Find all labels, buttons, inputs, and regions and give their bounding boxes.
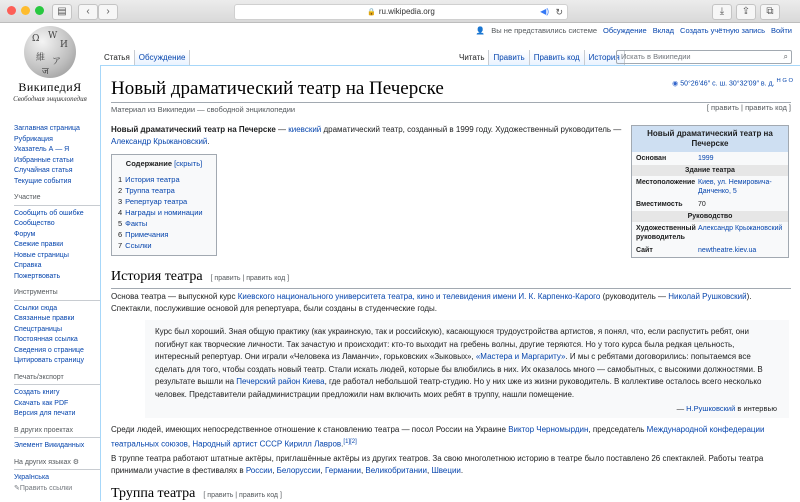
- para-link[interactable]: Швеции: [431, 466, 461, 475]
- personal-tools: [476, 26, 792, 35]
- sidebar-item[interactable]: Случайная статья: [14, 167, 73, 174]
- infobox-key: Основан: [636, 155, 667, 162]
- toc-item[interactable]: [118, 229, 210, 240]
- quote-part: . И мы с ребятами договорились: попытаемся все сделать для того, чтобы создать новый театр. Стали искать людей, которые бы влюбились в них. Их оказалось много — самобытных, с высокими должностями. В результате вышли на: [155, 352, 763, 386]
- infobox-row: [632, 198, 788, 211]
- sidebar-item[interactable]: Избранные статьи: [14, 156, 74, 164]
- sidebar-item[interactable]: Связанные правки: [14, 315, 75, 322]
- sidebar-item[interactable]: Сообщить об ошибке: [14, 209, 84, 217]
- toc-number: 3: [118, 197, 123, 206]
- tab-talk[interactable]: Обсуждение: [135, 50, 191, 65]
- para-text: ).: [746, 292, 752, 301]
- talk-link[interactable]: Обсуждение: [603, 26, 647, 35]
- quote-part: , где работал небольшой театр-студию. Но у них uже из жизни руководитель. В коллективе осталось всего несколько человек. Представители райадминистрации предложили нам включить моих ребят в труппу, нашли помещение.: [155, 377, 762, 399]
- sidebar-participation: [14, 193, 100, 282]
- tab-read[interactable]: Читать: [455, 50, 489, 65]
- sidebar-item[interactable]: Сообщество: [14, 220, 55, 227]
- toc-label: Награды и номинации: [125, 208, 203, 217]
- infobox-row: [632, 244, 788, 257]
- intro-link[interactable]: Александр Крыжановский: [111, 137, 208, 146]
- sidebar-item[interactable]: Текущие события: [14, 177, 72, 185]
- quote-link[interactable]: «Мастера и Маргариту»: [475, 352, 566, 361]
- section-edit-links[interactable]: [ править | править код ]: [210, 275, 290, 282]
- para-link[interactable]: Белоруссии: [276, 466, 321, 475]
- tab-edit-source[interactable]: Править код: [530, 50, 585, 65]
- para-text: Среди людей, имеющих непосредственное отношение к становлению театра — посол России на Украине: [111, 425, 509, 434]
- infobox-key: Местоположение: [636, 179, 696, 186]
- toc-label: Факты: [125, 219, 148, 228]
- toc-item[interactable]: [118, 196, 210, 207]
- para-text: ,: [187, 439, 193, 449]
- heading-text: Труппа театра: [111, 486, 196, 501]
- lock-icon: 🔒: [367, 9, 376, 16]
- sidebar-tools: [14, 288, 100, 367]
- sidebar-item[interactable]: Новые страницы: [14, 251, 69, 259]
- intro-text: .: [207, 137, 210, 146]
- page-edit-links[interactable]: [ править | править код ]: [706, 103, 791, 112]
- infobox-row: [632, 222, 788, 244]
- toc-number: 2: [118, 186, 123, 195]
- para-link[interactable]: Народный артист СССР Кирилл Лавров: [192, 439, 342, 449]
- wordmark: ВикипедиЯ: [18, 80, 82, 94]
- audio-icon[interactable]: ◀): [540, 7, 549, 16]
- content-area: [100, 65, 800, 501]
- sidebar-item[interactable]: Заглавная страница: [14, 125, 80, 132]
- sidebar-print: [14, 373, 100, 420]
- para-link[interactable]: Германии: [324, 466, 361, 475]
- toc-item[interactable]: [118, 240, 210, 251]
- pencil-icon: ✎: [14, 484, 20, 492]
- para-link[interactable]: Киевского национального университета театра, кино и телевидения имени И. К. Карпенко-Карого: [237, 292, 601, 301]
- window-controls: [7, 6, 44, 15]
- sidebar-heading: Участие: [14, 193, 100, 206]
- intro-bold: Новый драматический театр на Печерске: [111, 125, 276, 134]
- wikipedia-logo[interactable]: [8, 24, 92, 103]
- namespace-tabs: [100, 50, 190, 65]
- coordinates-suffix: H G O: [776, 78, 793, 84]
- para-link[interactable]: России: [245, 466, 273, 475]
- infobox: [631, 125, 789, 258]
- globe-icon: ◉: [672, 80, 679, 88]
- infobox-value[interactable]: Киев, ул. Немировича-Данченко, 5: [698, 179, 772, 195]
- search-input[interactable]: [616, 50, 792, 64]
- share-icon[interactable]: ⇪: [736, 4, 756, 20]
- sidebar-item[interactable]: Цитировать страницу: [14, 357, 84, 364]
- para-text: Основа театра — выпускной курс: [111, 292, 238, 301]
- contributions-link[interactable]: Вклад: [652, 26, 675, 35]
- history-paragraph: [111, 291, 791, 315]
- sidebar-item[interactable]: Сведения о странице: [14, 346, 84, 354]
- toc-label: Примечания: [125, 230, 169, 239]
- para-link[interactable]: Великобритании: [365, 466, 427, 475]
- history-paragraph-3: [111, 453, 791, 477]
- para-link[interactable]: Николай Рушковский: [668, 292, 747, 301]
- infobox-section: Здание театра: [632, 165, 788, 176]
- sidebar-item[interactable]: Спецстраницы: [14, 325, 62, 333]
- para-text: В труппе театра работают штатные актёры, приглашённые актёры из других театров. За свою многолетнюю историю в театре было поставлено 26 спектаклей. Работы театра принимали участие в фестивалях в: [111, 454, 764, 475]
- infobox-key: Сайт: [636, 247, 653, 254]
- quote-attribution: [677, 404, 777, 413]
- infobox-value[interactable]: 1999: [698, 155, 714, 162]
- para-text: , председатель: [588, 425, 647, 434]
- edit-links[interactable]: [14, 484, 100, 495]
- sidebar-languages: [14, 458, 100, 495]
- sidebar-item[interactable]: Рубрикация: [14, 135, 53, 143]
- sidebar-item[interactable]: Элемент Викиданных: [14, 442, 85, 449]
- para-sep: ,: [360, 466, 366, 475]
- attribution-suffix: в интервью: [735, 404, 777, 413]
- coordinates-text: 50°26′46″ с. ш. 30°32′09″ в. д.: [680, 80, 775, 88]
- para-text: .: [460, 466, 464, 475]
- sidebar-projects: [14, 426, 100, 452]
- intro-text: драматический театр, созданный в 1999 году. Художественный руководитель —: [321, 125, 622, 134]
- sidebar-heading: [14, 458, 100, 471]
- toc-title: Содержание: [125, 159, 172, 168]
- para-text: Спектакли, послужившие основой для репертуара, были созданы в студенческие годы.: [111, 304, 437, 313]
- toc-item[interactable]: [118, 218, 210, 229]
- toc-number: 5: [118, 219, 123, 228]
- para-sep: ,: [272, 466, 277, 475]
- table-of-contents: [111, 154, 217, 256]
- create-account-link[interactable]: Создать учётную запись: [680, 26, 765, 35]
- section-edit-links[interactable]: [ править | править код ]: [203, 492, 282, 499]
- attribution-dash: —: [676, 404, 687, 413]
- para-text: .: [341, 439, 344, 449]
- toc-item[interactable]: [118, 174, 210, 185]
- toc-item[interactable]: [118, 185, 210, 196]
- sidebar-item[interactable]: Ссылки сюда: [14, 304, 58, 312]
- sidebar-item[interactable]: Создать книгу: [14, 389, 60, 396]
- search-icon[interactable]: ⌕: [783, 52, 788, 61]
- tabs-overview-icon[interactable]: ⧉: [760, 4, 780, 20]
- address-bar[interactable]: [234, 4, 568, 20]
- sidebar-item[interactable]: Постоянная ссылка: [14, 336, 78, 343]
- quote-text: [155, 326, 779, 401]
- browser-toolbar: [0, 0, 800, 23]
- coordinates[interactable]: [672, 78, 793, 87]
- sidebar-heading: В других проектах: [14, 426, 100, 439]
- reference-link[interactable]: [1][2]: [343, 439, 357, 445]
- infobox-row: [632, 176, 788, 198]
- infobox-section: Руководство: [632, 211, 788, 222]
- login-link[interactable]: Войти: [771, 26, 792, 35]
- sidebar-item[interactable]: Версия для печати: [14, 410, 76, 417]
- para-sep: ,: [426, 466, 432, 475]
- infobox-value[interactable]: Александр Крыжановский: [698, 225, 783, 232]
- sidebar-item[interactable]: Форум: [14, 230, 36, 238]
- search-placeholder: Искать в Википедии: [621, 52, 691, 61]
- sidebar-item[interactable]: Пожертвовать: [14, 272, 61, 280]
- not-logged-in-text: Вы не представились системе: [491, 26, 598, 35]
- toc-label: Репертуар театра: [125, 197, 188, 206]
- divider: [111, 102, 791, 103]
- infobox-value: 70: [698, 201, 706, 208]
- intro-paragraph: [111, 124, 626, 148]
- sidebar-item[interactable]: Скачать как PDF: [14, 399, 69, 407]
- gear-icon[interactable]: ⚙: [72, 458, 80, 466]
- forward-icon[interactable]: ›: [98, 4, 118, 20]
- para-link[interactable]: Виктор Черномырдин: [508, 425, 589, 434]
- history-paragraph-2: [111, 424, 791, 451]
- puzzle-globe-icon: Ω W И 維 ア ज: [24, 26, 76, 78]
- toc-number: 1: [118, 175, 123, 184]
- toc-label: Труппа театра: [125, 186, 175, 195]
- toc-label: Ссылки: [125, 241, 152, 250]
- infobox-value[interactable]: newtheatre.kiev.ua: [698, 247, 757, 254]
- quote-box: [145, 320, 789, 418]
- infobox-row: [632, 152, 788, 165]
- toc-number: 4: [118, 208, 123, 217]
- edit-links-label: Править ссылки: [19, 484, 73, 492]
- infobox-key: Вместимость: [636, 201, 683, 208]
- infobox-title: Новый драматический театр на Печерске: [632, 126, 788, 152]
- intro-text: —: [275, 125, 289, 134]
- tagline: Свободная энциклопедия: [13, 95, 87, 103]
- toc-hide-link[interactable]: [скрыть]: [174, 159, 203, 168]
- user-icon: 👤: [475, 26, 486, 35]
- languages-title: На других языках: [14, 458, 71, 466]
- download-icon[interactable]: ⤓: [712, 4, 732, 20]
- divider: [111, 288, 791, 289]
- sidebar-heading: Инструменты: [14, 288, 100, 301]
- intro-link[interactable]: киевский: [288, 125, 322, 134]
- sidebar-item[interactable]: Українська: [14, 474, 50, 481]
- zoom-window-icon[interactable]: [35, 6, 44, 15]
- page-title: Новый драматический театр на Печерске: [111, 78, 444, 99]
- sidebar-item[interactable]: Указатель А — Я: [14, 146, 70, 153]
- quote-part: Курс был хороший. Зная общую практику (как украинскую, так и российскую), касающуюся трудоустройства артистов, я понял, что, если распустить ребят, они погибнут как творческие личности. Так зачастую и происходит: кто-то выходит на гребень волны, другие теряются. Но у того курса была редкая цельность, интересный репертуар. Они играли «Человека из Ламанчи», горьковских «Зыковых»,: [155, 327, 749, 361]
- quote-link[interactable]: Печерский район Киева: [236, 377, 325, 386]
- para-text: (руководитель —: [600, 292, 669, 301]
- toc-number: 7: [118, 241, 123, 250]
- sidebar-navigation: [14, 124, 100, 187]
- sidebar: [14, 124, 100, 500]
- from-wikipedia: Материал из Википедии — свободной энциклопедии: [111, 105, 296, 114]
- para-sep: ,: [320, 466, 325, 475]
- tab-history[interactable]: История: [585, 50, 625, 65]
- sidebar-toggle-icon[interactable]: ▤: [52, 4, 72, 20]
- back-icon[interactable]: ‹: [78, 4, 98, 20]
- infobox-key: Художественный руководитель: [636, 225, 696, 241]
- tab-edit[interactable]: Править: [489, 50, 529, 65]
- toc-label: История театра: [125, 175, 180, 184]
- minimize-window-icon[interactable]: [21, 6, 30, 15]
- toc-header: [118, 159, 210, 168]
- close-window-icon[interactable]: [7, 6, 16, 15]
- section-heading-history: [111, 269, 289, 285]
- reload-icon[interactable]: ↻: [555, 7, 563, 17]
- view-tabs: [455, 50, 625, 65]
- sidebar-heading: Печать/экспорт: [14, 373, 100, 386]
- sidebar-item[interactable]: Справка: [14, 262, 42, 269]
- toc-item[interactable]: [118, 207, 210, 218]
- quote-author-link[interactable]: Н.Рушковский: [686, 404, 736, 413]
- heading-text: История театра: [111, 269, 203, 284]
- tab-article[interactable]: Статья: [100, 50, 135, 65]
- sidebar-item[interactable]: Свежие правки: [14, 241, 64, 248]
- url-text: ru.wikipedia.org: [378, 7, 435, 16]
- toc-number: 6: [118, 230, 123, 239]
- para-link[interactable]: Международной конфедерации театральных союзов: [111, 425, 765, 449]
